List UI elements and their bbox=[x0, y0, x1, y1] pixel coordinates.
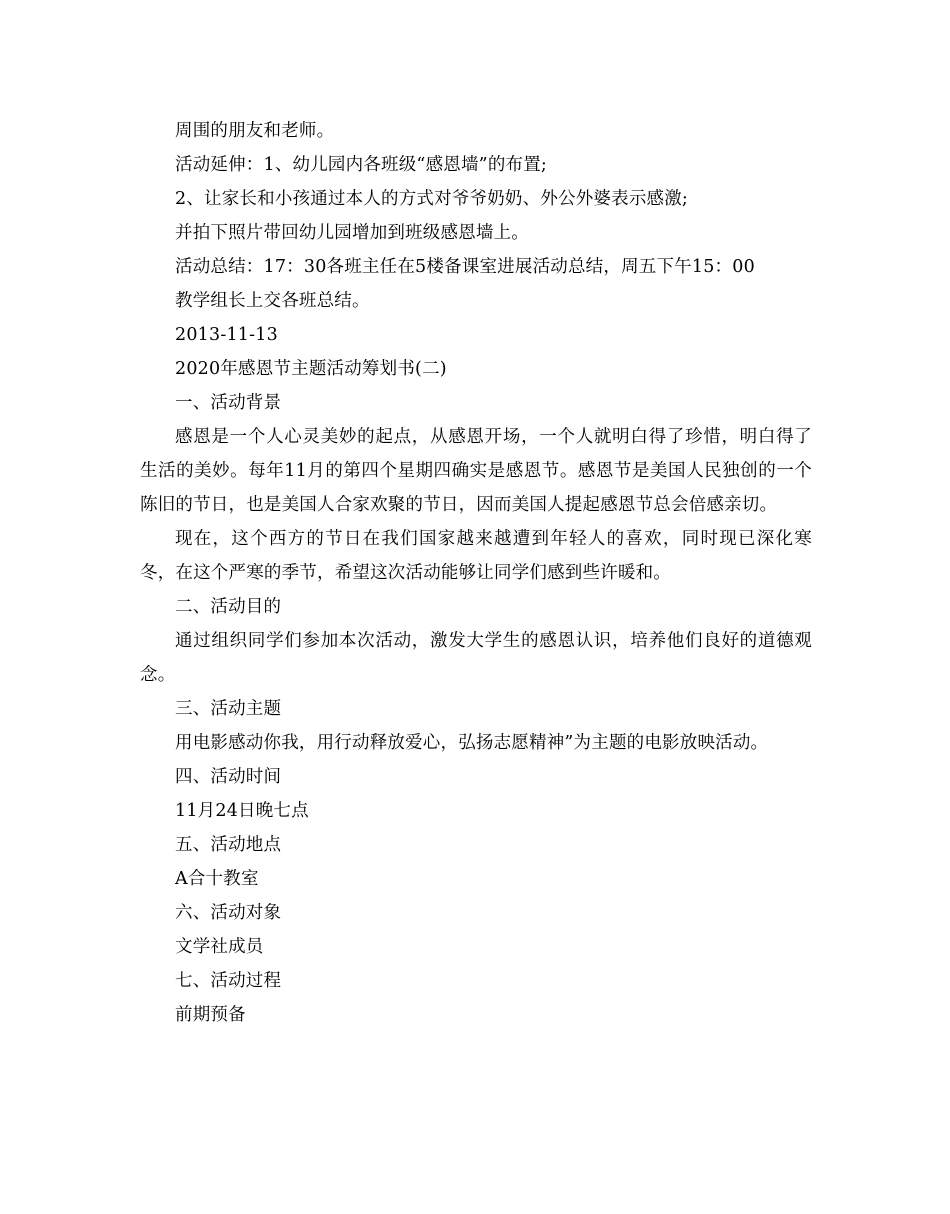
paragraph: 七、活动过程 bbox=[175, 971, 282, 991]
paragraph: 教学组长上交各班总结。 bbox=[175, 291, 370, 311]
paragraph: 前期预备 bbox=[175, 1005, 246, 1025]
paragraph: 现在，这个西方的节日在我们国家越来越遭到年轻人的喜欢，同时现已深化寒冬，在这个严寒的季节，希望这次活动能够让同学们感到些许暖和。 bbox=[140, 529, 812, 583]
paragraph: 活动延伸：1、幼儿园内各班级“感恩墙”的布置; bbox=[175, 155, 548, 175]
paragraph: 周围的朋友和老师。 bbox=[175, 121, 335, 141]
paragraph: 用电影感动你我，用行动释放爱心，弘扬志愿精神”为主题的电影放映活动。 bbox=[175, 733, 769, 753]
paragraph: 三、活动主题 bbox=[175, 699, 282, 719]
paragraph: 并拍下照片带回幼儿园增加到班级感恩墙上。 bbox=[175, 223, 529, 243]
paragraph: 文学社成员 bbox=[175, 937, 264, 957]
paragraph: 通过组织同学们参加本次活动，激发大学生的感恩认识，培养他们良好的道德观念。 bbox=[140, 631, 812, 685]
document-body bbox=[140, 114, 812, 1032]
paragraph: 二、活动目的 bbox=[175, 597, 282, 617]
paragraph: 四、活动时间 bbox=[175, 767, 282, 787]
paragraph: 2013-11-13 bbox=[175, 325, 278, 345]
paragraph: 一、活动背景 bbox=[175, 393, 282, 413]
paragraph: 2020年感恩节主题活动筹划书(二) bbox=[175, 359, 447, 379]
paragraph: 11月24日晚七点 bbox=[175, 801, 309, 821]
paragraph: 五、活动地点 bbox=[175, 835, 282, 855]
paragraph: 2、让家长和小孩通过本人的方式对爷爷奶奶、外公外婆表示感激; bbox=[175, 189, 689, 209]
paragraph: 感恩是一个人心灵美妙的起点，从感恩开场，一个人就明白得了珍惜，明白得了生活的美妙。每年11月的第四个星期四确实是感恩节。感恩节是美国人民独创的一个陈旧的节日，也是美国人合家欢聚的节日，因而美国人提起感恩节总会倍感亲切。 bbox=[140, 427, 812, 515]
paragraph: 活动总结：17：30各班主任在5楼备课室进展活动总结，周五下午15：00 bbox=[175, 257, 755, 277]
paragraph: 六、活动对象 bbox=[175, 903, 282, 923]
paragraph: A合十教室 bbox=[175, 869, 259, 889]
